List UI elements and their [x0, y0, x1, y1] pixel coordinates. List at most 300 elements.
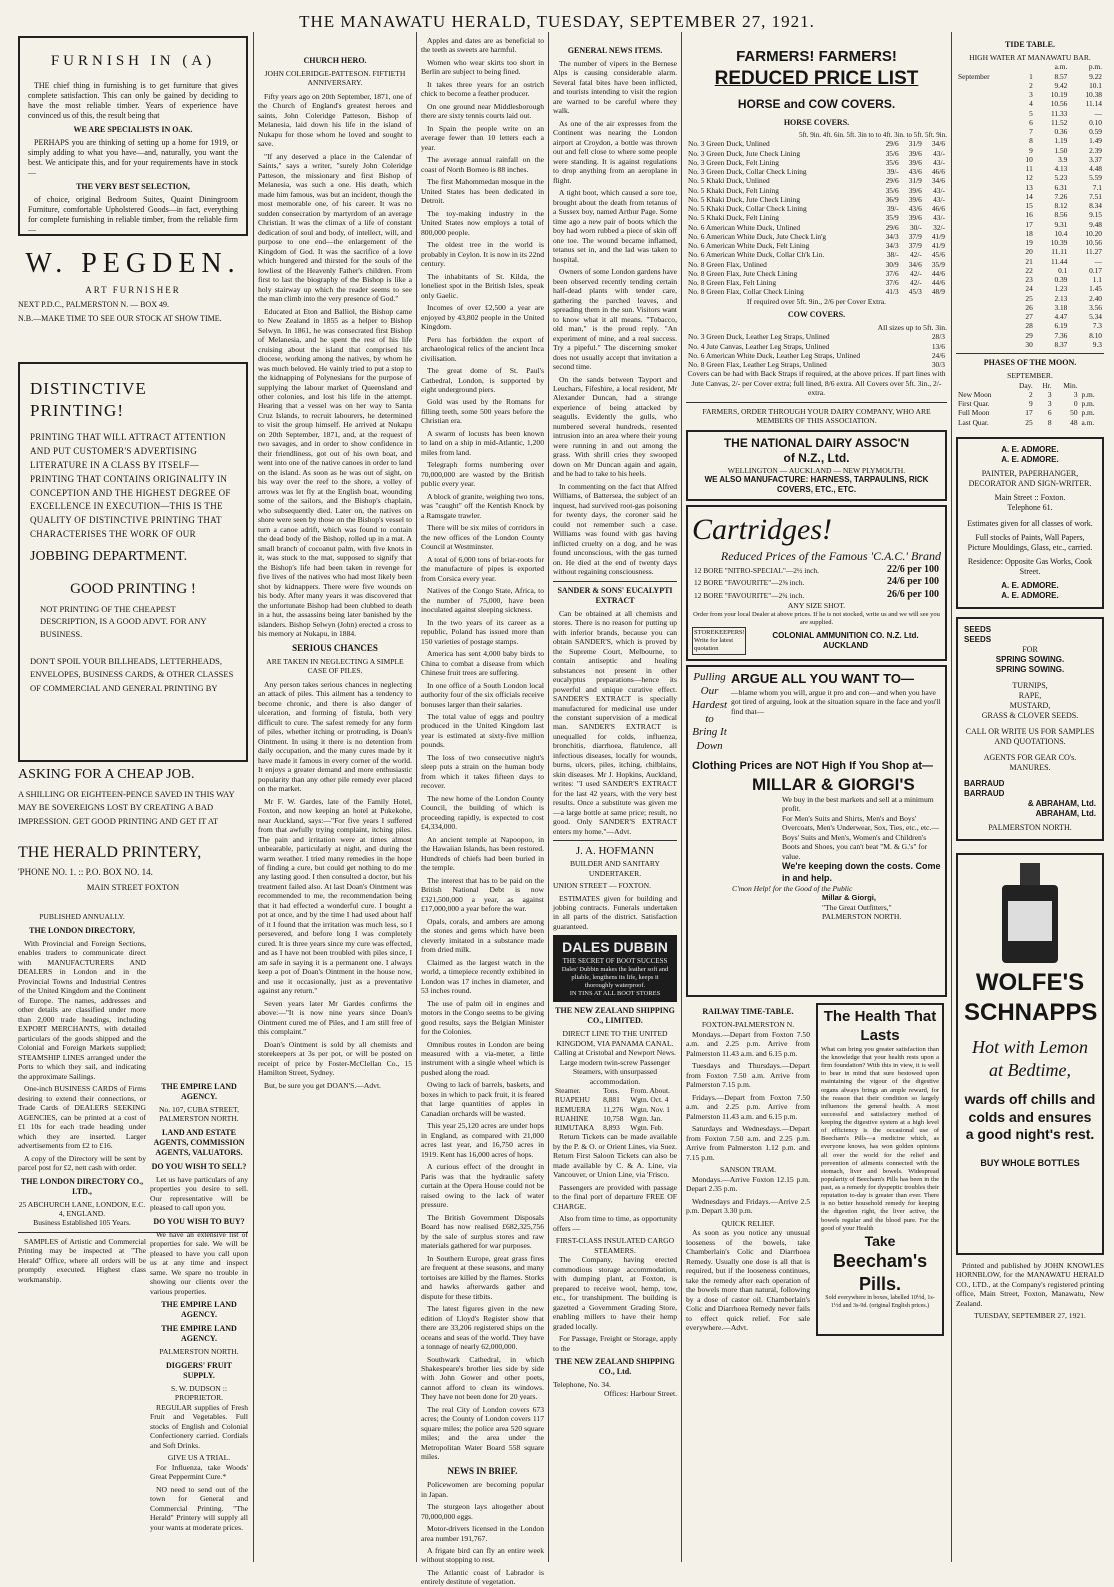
tide-am: 9.42: [1054, 80, 1068, 90]
national-dairy: THE NATIONAL DAIRY ASSOC'N: [723, 435, 910, 450]
cover-name: No. 6 American White Duck, Collar Ch'k Lin.: [688, 250, 825, 260]
sander-body: Can be obtained at all chemists and stores. There is no reason for putting up with inferior brands, because you can obtain SANDER'S, which is proved by the Supreme Court, Melbourne, to contain antiseptic and healing substances not present in other eucalyptus preparations—hence its powerful and unique curative effect. SANDER'S EXTRACT is specially manufactured for medicinal use under the constant supervision of a medical man. SANDER'S EXTRACT is unequalled for colds, influenza, bronchitis, diarrhoea, flatulence, all infectious diseases, locally for wounds, burns, ulcers, piles, itching, chilblains, skin diseases. Mr J. Hopkins, Auckland, writes: "I used SANDER'S EXTRACT for the last 42 years, with the very best results. Once a substitute was given me—a large bottle at same price; result, no good. Only SANDER'S EXTRACT enters my home."—Advt.: [553, 608, 677, 836]
column-4: [553, 36, 677, 1566]
tide-month: [956, 220, 1016, 229]
cover-price: 41/9: [931, 231, 945, 241]
abraham: & ABRAHAM, Ltd.: [1027, 798, 1096, 808]
order-through: FARMERS, ORDER THROUGH YOUR DAIRY COMPANY, WHO ARE MEMBERS OF THIS ASSOCIATION.: [702, 406, 931, 426]
tram-para: Wednesdays and Fridays.—Arrive 2.5 p.m. Depart 3.30 p.m.: [686, 1196, 810, 1216]
steamer-tons: 8,893: [603, 1123, 620, 1133]
nzship-company: THE NEW ZEALAND SHIPPING CO., Ltd.: [555, 1357, 675, 1376]
tide-month: [956, 294, 1016, 303]
brief-item: The use of palm oil in engines and motors in the Congo seems to be giving good results, says the Belgian Minister for the Colonies.: [421, 998, 544, 1037]
tide-am: 11.52: [1051, 117, 1068, 127]
residence: Residence: Opposite Gas Works, Cook Street.: [967, 556, 1093, 576]
table-row: [956, 164, 1104, 173]
bottle-icon: [990, 861, 1070, 966]
tide-am: 3.18: [1054, 302, 1068, 312]
millar-giorgi-2: Millar & Giorgi,: [822, 893, 877, 903]
steamer-tons: 8,881: [603, 1095, 620, 1105]
cartridges-advert: [686, 505, 947, 661]
phase-head: Day.: [1019, 380, 1033, 390]
cover-price: 38/-: [886, 250, 899, 260]
directory-title: THE LONDON DIRECTORY,: [29, 925, 135, 935]
rail-para: Saturdays and Wednesdays.—Depart from Foxton 7.50 a.m. and 2.25 p.m. Arrive from Palmerston 1.12 p.m. and 7.15 p.m.: [686, 1124, 810, 1162]
cover-price: 46/6: [931, 204, 945, 213]
tide-am: 6.31: [1054, 182, 1068, 192]
tide-month: [956, 155, 1016, 164]
tide-am: 10.39: [1050, 238, 1068, 248]
samples-text: SAMPLES of Artistic and Commercial Printing may be inspected at "The Herald" Office, where all orders will be promptly executed. Highest class workmanship.: [18, 1236, 146, 1284]
brief-item: The toy-making industry in the United States now employs a total of 800,000 people.: [421, 208, 544, 237]
tide-am: 8.37: [1054, 339, 1068, 349]
table-row: [686, 158, 947, 167]
general-news-title: GENERAL NEWS ITEMS.: [567, 46, 663, 55]
influenza-note: For Influenza, take Woods' Great Peppermint Cure.*: [150, 1462, 248, 1482]
tide-am: 10.19: [1050, 90, 1068, 100]
cover-name: No. 6 American White Duck, Unlined: [688, 222, 801, 232]
table-row: [686, 250, 947, 259]
phase-hour: 6: [1047, 408, 1052, 418]
brief-item: A swarm of locusts has been known to land on a ship in mid-Atlantic, 1,200 miles from land.: [421, 428, 544, 457]
furnish-title: FURNISH IN (A): [50, 53, 216, 69]
take: Take: [864, 1232, 896, 1249]
brief-item: Telegraph forms numbering over 70,000,000 are wasted by the British public every year.: [421, 460, 544, 489]
palmerston-north: PALMERSTON NORTH.: [988, 822, 1072, 832]
cover-name: No. 3 Green Duck, Collar Check Lining: [688, 167, 807, 176]
tide-month: [956, 312, 1016, 321]
phase-ampm: p.m.: [1081, 399, 1095, 409]
cover-price: 44/6: [931, 268, 945, 278]
directory-copy: A copy of the Directory will be sent by parcel post for £2, nett cash with order.: [18, 1153, 146, 1173]
of-nz: of N.Z., Ltd.: [783, 450, 850, 465]
admore-advert: [956, 437, 1104, 609]
admore-name: A. E. ADMORE.: [1001, 454, 1059, 464]
nzshipping-title: THE NEW ZEALAND SHIPPING CO., LIMITED.: [555, 1006, 675, 1026]
cover-price: 44/6: [931, 278, 945, 287]
tide-month: [956, 284, 1016, 293]
church-hero: CHURCH HERO.: [303, 56, 367, 65]
horse-note: If required over 5ft. 9in., 2/6 per Cover Extra.: [746, 296, 887, 306]
table-row: [686, 287, 947, 296]
buy-whole: BUY WHOLE BOTTLES: [980, 1157, 1080, 1168]
tide-am: 5.23: [1054, 173, 1068, 183]
tide-pm: 9.15: [1089, 210, 1102, 220]
cover-price: 30/9: [885, 259, 899, 269]
brief-item: Owing to lack of barrels, baskets, and boxes in which to pack fruit, it is feared that large quantities of apples in Canadian orchards will be wasted.: [421, 1080, 544, 1118]
steamer-tons: 11,276: [603, 1104, 624, 1114]
table-row: [956, 118, 1104, 127]
tide-day: [1016, 62, 1035, 71]
tide-pm: —: [1094, 108, 1102, 118]
rail-para: Fridays.—Depart from Foxton 7.50 a.m. and 2.25 p.m. Arrive from Palmerston 11.43 a.m. and 6.15 p.m.: [686, 1092, 810, 1121]
tide-day: 18: [1025, 228, 1033, 238]
tide-month: [956, 109, 1016, 118]
very-best: THE VERY BEST SELECTION,: [76, 181, 190, 191]
millar-giorgi-advert: [686, 665, 947, 997]
table-row: [692, 564, 941, 577]
table-row: [686, 139, 947, 148]
brief-news-item: A frigate bird can fly an entire week without stopping to rest.: [421, 1546, 544, 1565]
cover-price: 37/9: [908, 231, 922, 241]
brief-item: The British Government Disposals Board has now realised £682,325,756 by the sale of surplus stores and raw materials gathered for war purposes.: [421, 1212, 544, 1251]
argue-body: —blame whom you will, argue it pro and con—and when you have got tired of arguing, look at the situation square in the face and you'll find that—: [731, 687, 941, 716]
argue-title: ARGUE ALL YOU WANT TO—: [731, 671, 915, 687]
tide-am: 8.57: [1054, 71, 1068, 81]
published-annually: PUBLISHED ANNUALLY.: [39, 912, 125, 922]
steamer-from: Wgtn. Oct. 4: [630, 1095, 669, 1105]
brief-item: Women who wear skirts too short in Berlin are subject to being fined.: [421, 57, 544, 77]
cover-name: No. 5 Khaki Duck, Collar Check Lining: [688, 204, 807, 213]
tide-month: [956, 99, 1016, 108]
column-rule: [548, 32, 549, 1562]
tide-day: 6: [1029, 117, 1033, 127]
cover-price: 46/6: [931, 167, 945, 176]
tide-month: [956, 136, 1016, 145]
phase-name: [956, 381, 1009, 390]
palmerston-north: PALMERSTON NORTH.: [822, 912, 902, 922]
brief-news-item: The sturgeon lays altogether about 70,000,000 eggs.: [421, 1502, 544, 1521]
cover-price: 29/6: [885, 222, 899, 232]
tide-am: 11.44: [1051, 256, 1068, 266]
table-row: [956, 183, 1104, 192]
tide-day: 1: [1029, 71, 1033, 81]
keeping-costs: We're keeping down the costs. Come in and help.: [782, 861, 941, 883]
phase-hour: 3: [1047, 389, 1052, 399]
hofmann-sub: BUILDER AND SANITARY UNDERTAKER.: [569, 859, 661, 878]
spring-sowing: SPRING SOWING.: [995, 664, 1065, 674]
empire-land-3: THE EMPIRE LAND AGENCY.: [161, 1324, 237, 1344]
brief-item: Southwark Cathedral, in which Shakespeare's brother lies side by side with John Gower and other poets, cannot afford to clean its windows. They have not been done for 20 years.: [421, 1354, 544, 1402]
dales-advert: [553, 935, 677, 1002]
health-title: The Health That Lasts: [823, 1008, 937, 1045]
tide-day: 22: [1025, 265, 1033, 275]
buy-question: DO YOU WISH TO BUY?: [153, 1216, 245, 1226]
cartridge-price: 22/6 per 100: [886, 563, 939, 575]
brief-item: A curious effect of the drought in Paris was that the hydraulic safety curtain at the Opera House could not be raised owing to the lack of water pressure.: [421, 1162, 544, 1210]
brief-item: This year 25,120 acres are under hops in England, as compared with 21,000 acres last year, and 16,750 acres in 1919. Kent has 16,000 acres of hops.: [421, 1121, 544, 1159]
order-local: Order from your local Dealer at above prices. If he is not stocked, write us and we will see you are supplied.: [693, 610, 940, 626]
dudson: S. W. DUDSON :: PROPRIETOR.: [171, 1383, 227, 1403]
tide-day: 5: [1029, 108, 1033, 118]
tide-month: [956, 331, 1016, 340]
brief-item: Claimed as the largest watch in the world, a timepiece recently exhibited in London was 17 inches in diameter, and 53 inches round.: [421, 957, 544, 996]
cover-price: 13/6: [931, 341, 945, 351]
cover-name: No. 6 American White Duck, Jute Check Lin'g: [688, 231, 827, 241]
phase-min: 3: [1073, 389, 1078, 399]
table-row: [956, 229, 1104, 238]
brief-item: An ancient temple at Napoopoo, in the Hawaiian Islands, has been restored. Hundreds of chiefs had been buried in the temple.: [421, 834, 544, 873]
cover-price: 32/-: [933, 222, 945, 232]
tide-day: 16: [1025, 210, 1033, 220]
cover-price: 39/6: [908, 185, 922, 195]
tide-day: 21: [1025, 256, 1033, 266]
phase-ampm: a.m.: [1081, 417, 1095, 427]
printing-body: PRINTING THAT WILL ATTRACT ATTENTION AND PUT CUSTOMER'S ADVERTISING LITERATURE IN A CLASS BY ITSELF—PRINTING THAT CONTAINS ORIGINALITY IN CONCEPTION AND THE HIGHEST DEGREE OF EXCELLENCE IN EXECUTION—THIS IS THE QUALITY OF DISTINCTIVE PRINTING THAT CHARACTERISES THE WORK OF OUR: [30, 431, 231, 540]
brief-item: The total value of eggs and poultry produced in the United Kingdom last year is estimated at sixty-five million pounds.: [421, 712, 544, 750]
full-stocks: Full stocks of Paints, Wall Papers, Picture Mouldings, Glass, etc., carried.: [967, 532, 1093, 552]
cover-name: No. 8 Green Flax, Unlined: [688, 259, 767, 269]
tide-day: 3: [1029, 90, 1033, 100]
cover-name: No. 3 Green Duck, Jute Check Lining: [688, 148, 801, 158]
painter: PAINTER, PAPERHANGER, DECORATOR AND SIGN-WRITER.: [968, 468, 1092, 488]
table-row: [686, 149, 947, 158]
empire-land-2: THE EMPIRE LAND AGENCY.: [161, 1300, 237, 1320]
cover-price: 42/-: [909, 268, 922, 278]
table-row: [956, 136, 1104, 145]
business-cards: One-inch BUSINESS CARDS of Firms desiring to extend their connections, or Trade Cards of DEALERS SEEKING AGENCIES, can be printed at a cost of £1 10s for each trade heading under which they are inserted. Larger advertisements from £2 to £16.: [18, 1084, 146, 1151]
main-street: Main Street :: Foxton.: [994, 492, 1066, 502]
masthead: THE MANAWATU HERALD, TUESDAY, SEPTEMBER 27, 1921.: [299, 12, 815, 31]
phase-name: Full Moon: [958, 408, 990, 418]
table-row: [956, 201, 1104, 210]
abraham: ABRAHAM, Ltd.: [1035, 808, 1096, 818]
tide-pm: 10.1: [1089, 80, 1102, 90]
tide-pm: 5.59: [1089, 173, 1102, 183]
horse-table: [686, 139, 947, 296]
news-in-brief: NEWS IN BRIEF.: [447, 1465, 518, 1476]
phase-head: Min.: [1063, 380, 1078, 390]
cover-price: 41/3: [885, 287, 899, 297]
cartridge-price: 26/6 per 100: [886, 588, 939, 600]
cover-price: 39/-: [886, 204, 899, 213]
tide-am: 9.31: [1054, 219, 1068, 229]
tide-day: 28: [1025, 321, 1033, 331]
great-outfitters: "The Great Outfitters,": [822, 902, 892, 912]
brief-item: The interest that has to be paid on the British National Debt is now £321,500,000 a year, as against £17,000,000 a year before the war.: [421, 875, 544, 914]
cover-price: 37/6: [885, 268, 899, 278]
church-para-2: "If any deserved a place in the Calendar of Saints," says a writer, "surely John Coleridge Patteson, the missionary and first Bishop of Melanesia, was such a one. His death, which made him famous, was but an incident, though the most memorable one, of his career. It was no sudden consecration by martyrdom of an average Christian. It was the climax of a life of constant dedication of soul and body, of intellect, will, and purpose to one end—the enlargement of the Kingdom of God. It was the sacrifice of a love which hungered and thirsted for the souls of the lowliest of the Heavenly Father's children. From first to last the biography of the Bishop is like a holy stairway up which the reader seems to see the man climb into the very presence of God.": [258, 151, 412, 304]
art-furnisher: ART FURNISHER: [85, 285, 181, 295]
cover-name: No. 4 Jute Canvas, Leather Leg Straps, Unlined: [688, 341, 830, 351]
tide-pm: 8.10: [1089, 330, 1102, 340]
phone-box: 'PHONE NO. 1. :: P.O. BOX NO. 14.: [18, 866, 153, 877]
table-row: [956, 90, 1104, 99]
directory-company: THE LONDON DIRECTORY CO., LTD.,: [20, 1176, 144, 1196]
cover-price: 34/3: [885, 241, 899, 250]
table-row: [686, 241, 947, 250]
cover-price: 39/6: [908, 157, 922, 167]
steamer-head: Tons.: [603, 1086, 620, 1096]
brief-item: The loss of two consecutive night's sleep puts a strain on the human body from which it takes fifteen days to recover.: [421, 752, 544, 791]
perhaps: PERHAPS you are thinking of setting up a home for 1919, or simply adding to what you have—and, naturally, you want the best. We anticipate this, and for your requirements have in stock —: [28, 137, 238, 177]
dairy-advert: [686, 430, 947, 501]
brief-item: There will be six miles of corridors in the new offices of the London County Council at Westminster.: [421, 523, 544, 552]
cover-name: No. 3 Green Duck, Unlined: [688, 139, 770, 149]
tide-day: 7: [1029, 127, 1033, 137]
tide-month: [956, 164, 1016, 173]
tide-pm: 1.49: [1089, 136, 1102, 146]
seeds-1: SEEDS: [964, 624, 992, 634]
brief-item: A block of granite, weighing two tons, was "caught" off the Kentish Knock by a Ramsgate trawler.: [421, 491, 544, 520]
steamer-name: RUAPEHU: [555, 1095, 590, 1105]
cow-table: [686, 332, 947, 369]
cover-name: No. 5 Khaki Duck, Jute Check Lining: [688, 194, 801, 204]
column-rule: [681, 32, 682, 1562]
table-row: [686, 223, 947, 232]
sell-body: Let us have particulars of any properties you desire to sell. Our representative will be pleased to call upon you.: [150, 1174, 248, 1213]
cover-name: No. 5 Khaki Duck, Felt Lining: [688, 185, 779, 195]
also-from: Also from time to time, as opportunity offers —: [553, 1214, 677, 1233]
cover-price: 35/6: [885, 148, 899, 158]
schnapps-title: SCHNAPPS: [964, 999, 1098, 1027]
tide-am: 3.9: [1058, 154, 1068, 164]
general-para: On the sands between Tayport and Leuchars, Fifeshire, a local resident, Mr Alexander Duncan, had a strange experience of being attacked by seagulls. Evidently the gulls, who numbered several hundreds, resented intrusion into an area where their young were running in and out among the grass. With shrill cries they swooped down on Mr Duncan again and again, and he had to take to his heels.: [553, 374, 677, 479]
palm-north: PALMERSTON NORTH.: [159, 1347, 239, 1357]
general-para: As one of the air expresses from the Continent was nearing the London airport at Croydon, a bottle was thrown out and fell close to where some people were standing. It is against regulations to drop anything from an aeroplane in flight.: [553, 118, 677, 185]
column-rule: [416, 32, 417, 1562]
pegden-advert: [18, 36, 248, 236]
brief-item: A total of 6,000 tons of briar-roots for the manufacture of pipes is exported from Corsica every year.: [421, 554, 544, 583]
piles-para-3: Seven years later Mr Gardes confirms the above:—"It is now nine years since Doan's Ointment cured me of Piles, and I am still free of this complaint.": [258, 998, 412, 1037]
steamer-from: Wgtn. Nov. 1: [630, 1104, 670, 1114]
tide-day: 19: [1025, 238, 1033, 248]
tide-day: 26: [1025, 302, 1033, 312]
tide-am: 2.13: [1054, 293, 1068, 303]
seed-item: TURNIPS,: [1012, 680, 1048, 690]
tide-pm: 5.34: [1089, 312, 1102, 322]
table-row: [686, 360, 947, 369]
return-tickets: Return Tickets can be made available by the P. & O. or Orient Lines, via Suez. Return First Saloon Tickets can also be made available by C. & A. Line, via Vancouver, or Union Line, via 'Frisco.: [553, 1132, 677, 1180]
cover-name: No. 6 American White Duck, Felt Lining: [688, 241, 810, 250]
horse-covers: HORSE COVERS.: [783, 117, 850, 127]
tide-pm: 11.27: [1085, 247, 1102, 257]
selection-body: of choice, original Bedroom Suites, Quaint Diningroom Furniture, comfortable Upholstered Goods—in fact, everything for complete furnishing in reliable timber, from the reliable firm —: [28, 194, 238, 234]
tide-day: 14: [1025, 191, 1033, 201]
tide-am: 1.50: [1054, 145, 1068, 155]
phase-day: 25: [1025, 417, 1033, 427]
pegden-address: NEXT P.D.C., PALMERSTON N. — BOX 49.: [18, 300, 169, 310]
for-men: For Men's Suits and Shirts, Men's and Boys' Overcoats, Men's Underwear, Sox, Ties, etc., etc.—Boys' Suits and Men's, Women's and Children's Boots and Shoes, you can't beat "M. & G.'s" for value.: [782, 813, 939, 861]
table-row: [956, 127, 1104, 136]
asking-cheap-job: ASKING FOR A CHEAP JOB.: [18, 767, 195, 783]
dales-bottom: IN TINS AT ALL BOOT STORES: [569, 990, 661, 998]
piles-para-1: Any person takes serious chances in neglecting an attack of piles. This ailment has a tendency to become chronic, and there is also danger of ulceration, and forming of fistula, both very difficult to cure. The safest remedy for any form of piles, whether itching or protruding, is Doan's Ointment. In using it there is no detention from daily occupation, and the many cures made by it have made it famous in every corner of the world. It enjoys a greater demand and more enthusiastic popularity than any other pile remedy ever placed on the market.: [258, 679, 412, 794]
tide-am: 11.11: [1051, 247, 1068, 257]
cartridge-name: 12 BORE "NITRO-SPECIAL"—2½ inch.: [694, 565, 819, 575]
empire-land-1: THE EMPIRE LAND AGENCY.: [161, 1082, 237, 1101]
tide-month: September: [958, 71, 990, 81]
pulling-hardest: Pulling Our Hardest to Bring It Down: [692, 671, 728, 753]
diggers-fruit: DIGGERS' FRUIT SUPPLY.: [165, 1360, 232, 1380]
direct-line: DIRECT LINE TO THE UNITED KINGDOM, VIA PANAMA CANAL.: [556, 1029, 674, 1048]
brief-item: The great dome of St. Paul's Cathedral, London, is supported by eight underground piers.: [421, 366, 544, 394]
tide-month: [956, 266, 1016, 275]
cover-price: 39/-: [886, 167, 899, 176]
cover-price: 42/-: [909, 278, 922, 287]
cover-price: 31/9: [908, 176, 922, 186]
distinctive-title: DISTINCTIVE PRINTING!: [30, 379, 147, 420]
tide-day: 10: [1025, 154, 1033, 164]
tide-pm: 7.1: [1092, 182, 1102, 192]
brief-item: Peru has forbidden the export of archaeological relics of the ancient Inca civilisation.: [421, 334, 544, 363]
hofmann-name: J. A. HOFMANN: [575, 845, 655, 858]
serious-chances: SERIOUS CHANCES: [292, 642, 378, 653]
tide-month: [956, 247, 1016, 256]
passage-freight: For Passage, Freight or Storage, apply to the: [553, 1334, 677, 1353]
call-or-write: CALL OR WRITE US FOR SAMPLES AND QUOTATIONS.: [965, 726, 1095, 746]
column-5: [686, 36, 947, 1566]
tide-month: [956, 127, 1016, 136]
seeds-advert: [956, 617, 1104, 841]
tide-month: [956, 275, 1016, 284]
tide-am: 7.36: [1054, 330, 1068, 340]
at-bedtime: at Bedtime,: [989, 1059, 1071, 1080]
cover-price: 36/9: [885, 194, 899, 204]
empire-land-1-address: No. 107, CUBA STREET, PALMERSTON NORTH.: [158, 1105, 240, 1124]
patteson-heading: JOHN COLERIDGE-PATTESON. FIFTIETH ANNIVERSARY.: [264, 69, 406, 88]
cover-name: No. 6 American White Duck, Leather Leg Straps, Unlined: [688, 350, 861, 360]
cover-name: No. 5 Khaki Duck, Felt Lining: [688, 213, 779, 223]
tide-month: [956, 201, 1016, 210]
dales-title: DALES DUBBIN: [562, 939, 668, 956]
brief-news-item: The Atlantic coast of Labrador is entirely destitute of vegetation.: [421, 1567, 544, 1587]
cow-covers: COW COVERS.: [787, 309, 846, 319]
table-row: [956, 418, 1104, 427]
column-rule: [951, 32, 952, 1562]
table-row: [686, 260, 947, 269]
land-estate: LAND AND ESTATE AGENTS, COMMISSION AGENTS, VALUATORS.: [153, 1127, 245, 1157]
seed-item: GRASS & CLOVER SEEDS.: [981, 710, 1079, 720]
cover-price: 43/-: [933, 213, 945, 223]
cover-price: 34/6: [931, 139, 945, 149]
table-row: [686, 278, 947, 287]
table-row: [956, 62, 1104, 71]
table-row: [956, 146, 1104, 155]
railway-title: RAILWAY TIME-TABLE.: [702, 1007, 794, 1017]
tide-month: [956, 340, 1016, 349]
cover-price: 35/6: [885, 185, 899, 195]
phase-table: [956, 381, 1104, 427]
cover-price: 39/6: [908, 148, 922, 158]
phase-name: New Moon: [958, 389, 992, 399]
tide-month: [956, 118, 1016, 127]
table-row: [692, 589, 941, 602]
wards-off: wards off chills and colds and ensures a good night's rest.: [964, 1091, 1096, 1143]
phase-min: 48: [1070, 417, 1078, 427]
phase-day: 2: [1028, 389, 1033, 399]
not-printing: NOT PRINTING OF THE CHEAPEST DESCRIPTION, IS A GOOD ADVT. FOR ANY BUSINESS.: [40, 603, 207, 639]
company-body: The Company, having erected commodious storage accommodation, with dumping plant, at Foxton, is prepared to receive wool, hemp, tow, etc., for transhipment. The building is gazetted a Government Grading Store, enabling millers to have their hemp graded locally.: [553, 1255, 677, 1331]
cover-price: 29/6: [885, 176, 899, 186]
tide-pm: 7.51: [1089, 191, 1102, 201]
estimates-body: ESTIMATES given for building and jobbing contracts. Funerals undertaken in all parts of the district. Satisfaction guaranteed.: [553, 893, 677, 931]
tide-day: 4: [1029, 99, 1033, 109]
brief-news-item: Motor-drivers licensed in the London area number 191,767.: [421, 1524, 544, 1543]
sold-boxes: Sold everywhere in boxes, labelled 10½d, 1s-1½d and 3s-9d. (original English prices.): [825, 1295, 935, 1309]
give-trial: GIVE US A TRIAL.: [167, 1453, 231, 1463]
tide-day: 9: [1029, 145, 1033, 155]
cover-price: 48/9: [931, 287, 945, 297]
phase-head: Hr.: [1042, 380, 1052, 390]
tide-am: 1.19: [1054, 136, 1068, 146]
phase-hour: 8: [1047, 417, 1052, 427]
tide-pm: 9.48: [1089, 219, 1102, 229]
tide-month: [956, 238, 1016, 247]
cover-price: 30/3: [931, 360, 945, 370]
barraud: BARRAUD: [964, 788, 1005, 798]
tide-am: 8.12: [1054, 201, 1068, 211]
table-row: [956, 321, 1104, 330]
cover-price: 29/6: [885, 139, 899, 149]
manufacture: WE ALSO MANUFACTURE: HARNESS, TARPAULINS, RICK COVERS, ETC., ETC.: [704, 475, 929, 495]
cover-price: 45/6: [931, 250, 945, 260]
table-row: [686, 204, 947, 213]
tide-month: [956, 257, 1016, 266]
tide-pm: 10.56: [1085, 238, 1102, 248]
estimates-given: Estimates given for all classes of work.: [967, 518, 1093, 528]
table-row: [686, 342, 947, 351]
